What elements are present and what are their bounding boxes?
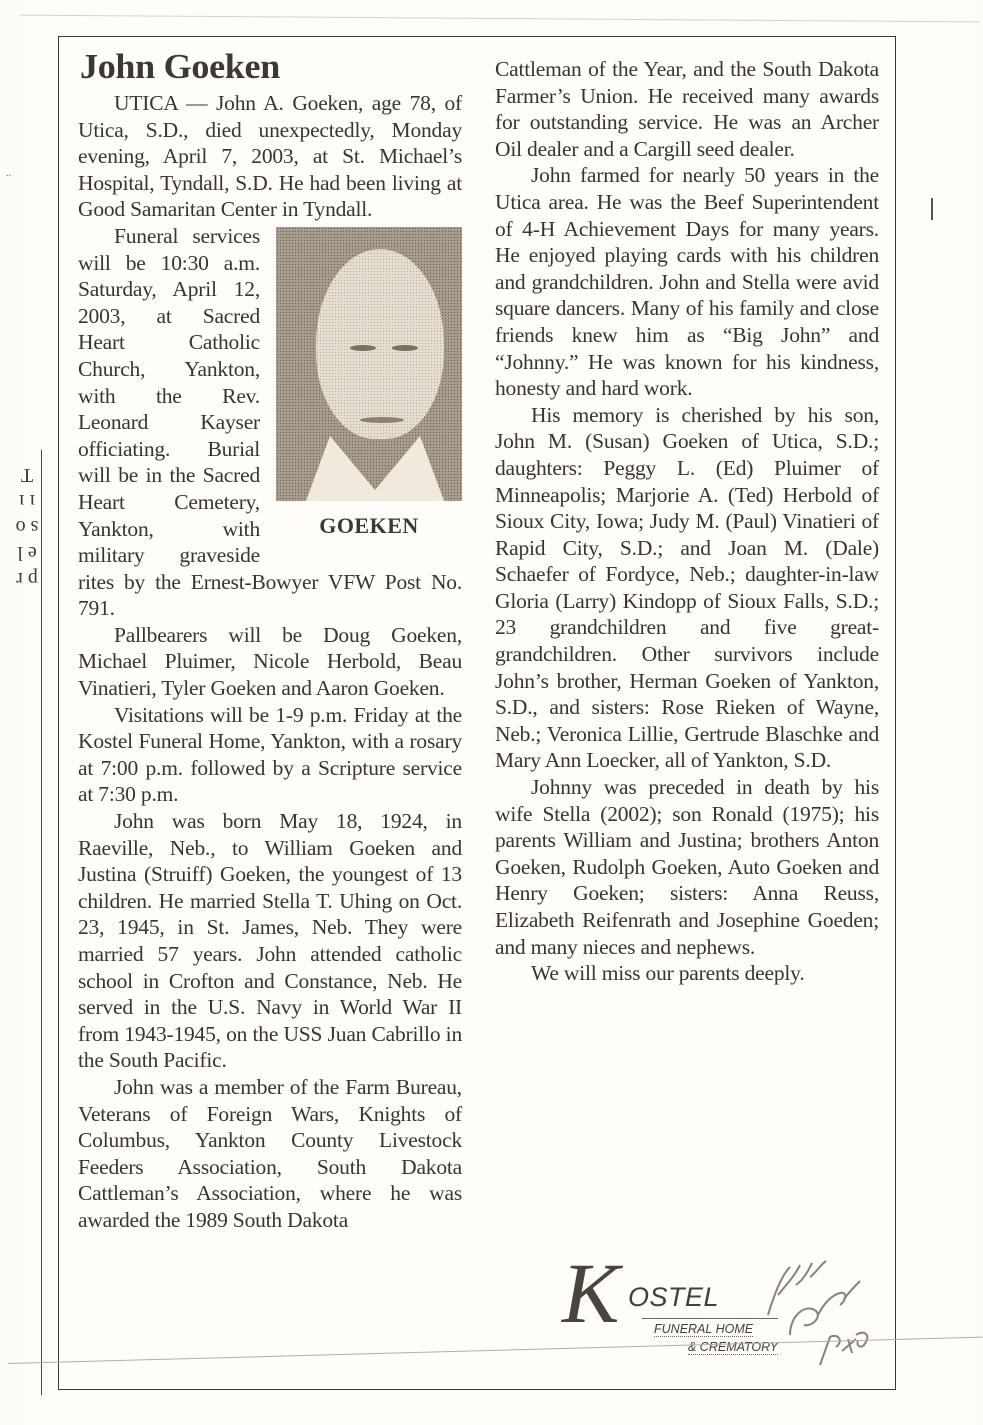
- portrait-face: [316, 249, 444, 439]
- handwriting-scribble: [760, 1255, 880, 1375]
- logo-initial: K: [562, 1245, 620, 1341]
- paragraph-closing: We will miss our parents deeply.: [531, 961, 805, 986]
- photo-caption: GOEKEN: [319, 512, 419, 538]
- logo-rule: [642, 1318, 778, 1319]
- right-column: [495, 56, 879, 987]
- paragraph-preceded: Johnny was preceded in death by his wife Stella (2002); son Ronald (1975); his parents William and Justina; brothers Anton Goeken, Rudolph Goeken, Auto Goeken and Henry Goeken; sisters: Anna Reuss, Elizabeth Reifenrath and Josephine Goeden; and many nieces and nephews.: [495, 775, 879, 959]
- paragraph-visitations: Visitations will be 1-9 p.m. Friday at the Kostel Funeral Home, Yankton, with a rosary at 7:00 p.m. followed by a Scripture service at 7:30 p.m.: [78, 702, 462, 807]
- paragraph-biography: John was born May 18, 1924, in Raeville, Neb., to William Goeken and Justina (Struiff) Goeken, the youngest of 13 children. He married Stella T. Uhing on Oct. 23, 1945, in St. James, Neb. They were married 57 years. John attended catholic school in Crofton and Constance, Neb. He served in the U.S. Navy in World War II from 1943-1945, on the USS Juan Cabrillo in the South Pacific.: [78, 809, 462, 1073]
- portrait-mouth: [360, 417, 404, 423]
- scan-speck: ..: [6, 168, 11, 179]
- portrait-block: [276, 227, 462, 540]
- logo-name: OSTEL: [628, 1282, 720, 1312]
- paragraph-pallbearers: Pallbearers will be Doug Goeken, Michael Pluimer, Nicole Herbold, Beau Vinatieri, Tyler Goeken and Aaron Goeken.: [78, 622, 462, 701]
- portrait-photo: [276, 227, 462, 501]
- paragraph-funeral: Funeral services will be 10:30 a.m. Saturday, April 12, 2003, at Sacred Heart Catholic Church, Yankton, with the Rev. Leonard Kayser officiating. Burial will be in the Sacred Heart Cemetery, Yankton, with military graveside rites by the Ernest-Bowyer VFW Post No. 791.: [78, 223, 462, 621]
- obituary-headline: John Goeken: [80, 47, 280, 86]
- logo-line-funeral-home: FUNERAL HOME: [654, 1322, 754, 1336]
- left-column: [78, 46, 462, 1234]
- adjacent-column-rule: [41, 450, 42, 1395]
- bleed-through-text: p r e l s o ı ı T: [15, 464, 39, 590]
- scan-mark: [931, 198, 933, 220]
- portrait-eye: [350, 345, 376, 351]
- paragraph-memberships: John was a member of the Farm Bureau, Veterans of Foreign Wars, Knights of Columbus, Yankton County Livestock Feeders Association, South Dakota Cattleman’s Association, where he was awarded the 1989 South Dakota: [78, 1074, 462, 1232]
- paragraph-farming: John farmed for nearly 50 years in the Utica area. He was the Beef Superintendent of 4-H Achievement Days for many years. He enjoyed playing cards with his children and grandchildren. John and Stella were avid square dancers. Many of his family and close friends knew him as “Big John” and “Johnny.” He was known for his kindness, honesty and hard work.: [495, 163, 879, 401]
- paragraph-survivors: His memory is cherished by his son, John M. (Susan) Goeken of Utica, S.D.; daughters: Peggy L. (Ed) Pluimer of Minneapolis; Marjorie A. (Ted) Herbold of Sioux City, Iowa; Judy M. (Paul) Vinatieri of Rapid City, S.D.; and Joan M. (Dale) Schaefer of Fordyce, Neb.; daughter-in-law Gloria (Larry) Kindopp of Sioux Falls, S.D.; 23 grandchildren and five great-grandchildren. Other survivors include John’s brother, Herman Goeken of Yankton, S.D., and sisters: Rose Rieken of Wayne, Neb.; Veronica Lillie, Gertrude Blaschke and Mary Ann Loecker, all of Yankton, S.D.: [495, 402, 879, 773]
- logo-line-crematory: & CREMATORY: [688, 1340, 779, 1354]
- paragraph-memberships-continued: Cattleman of the Year, and the South Dakota Farmer’s Union. He received many awards for outstanding service. He was an Archer Oil dealer and a Cargill seed dealer.: [495, 57, 879, 161]
- portrait-eye: [392, 345, 418, 351]
- handwritten-note: [760, 1255, 880, 1375]
- paragraph-intro: UTICA — John A. Goeken, age 78, of Utica, S.D., died unexpectedly, Monday evening, April 7, 2003, at St. Michael’s Hospital, Tyndall, S.D. He had been living at Good Samaritan Center in Tyndall.: [78, 91, 462, 222]
